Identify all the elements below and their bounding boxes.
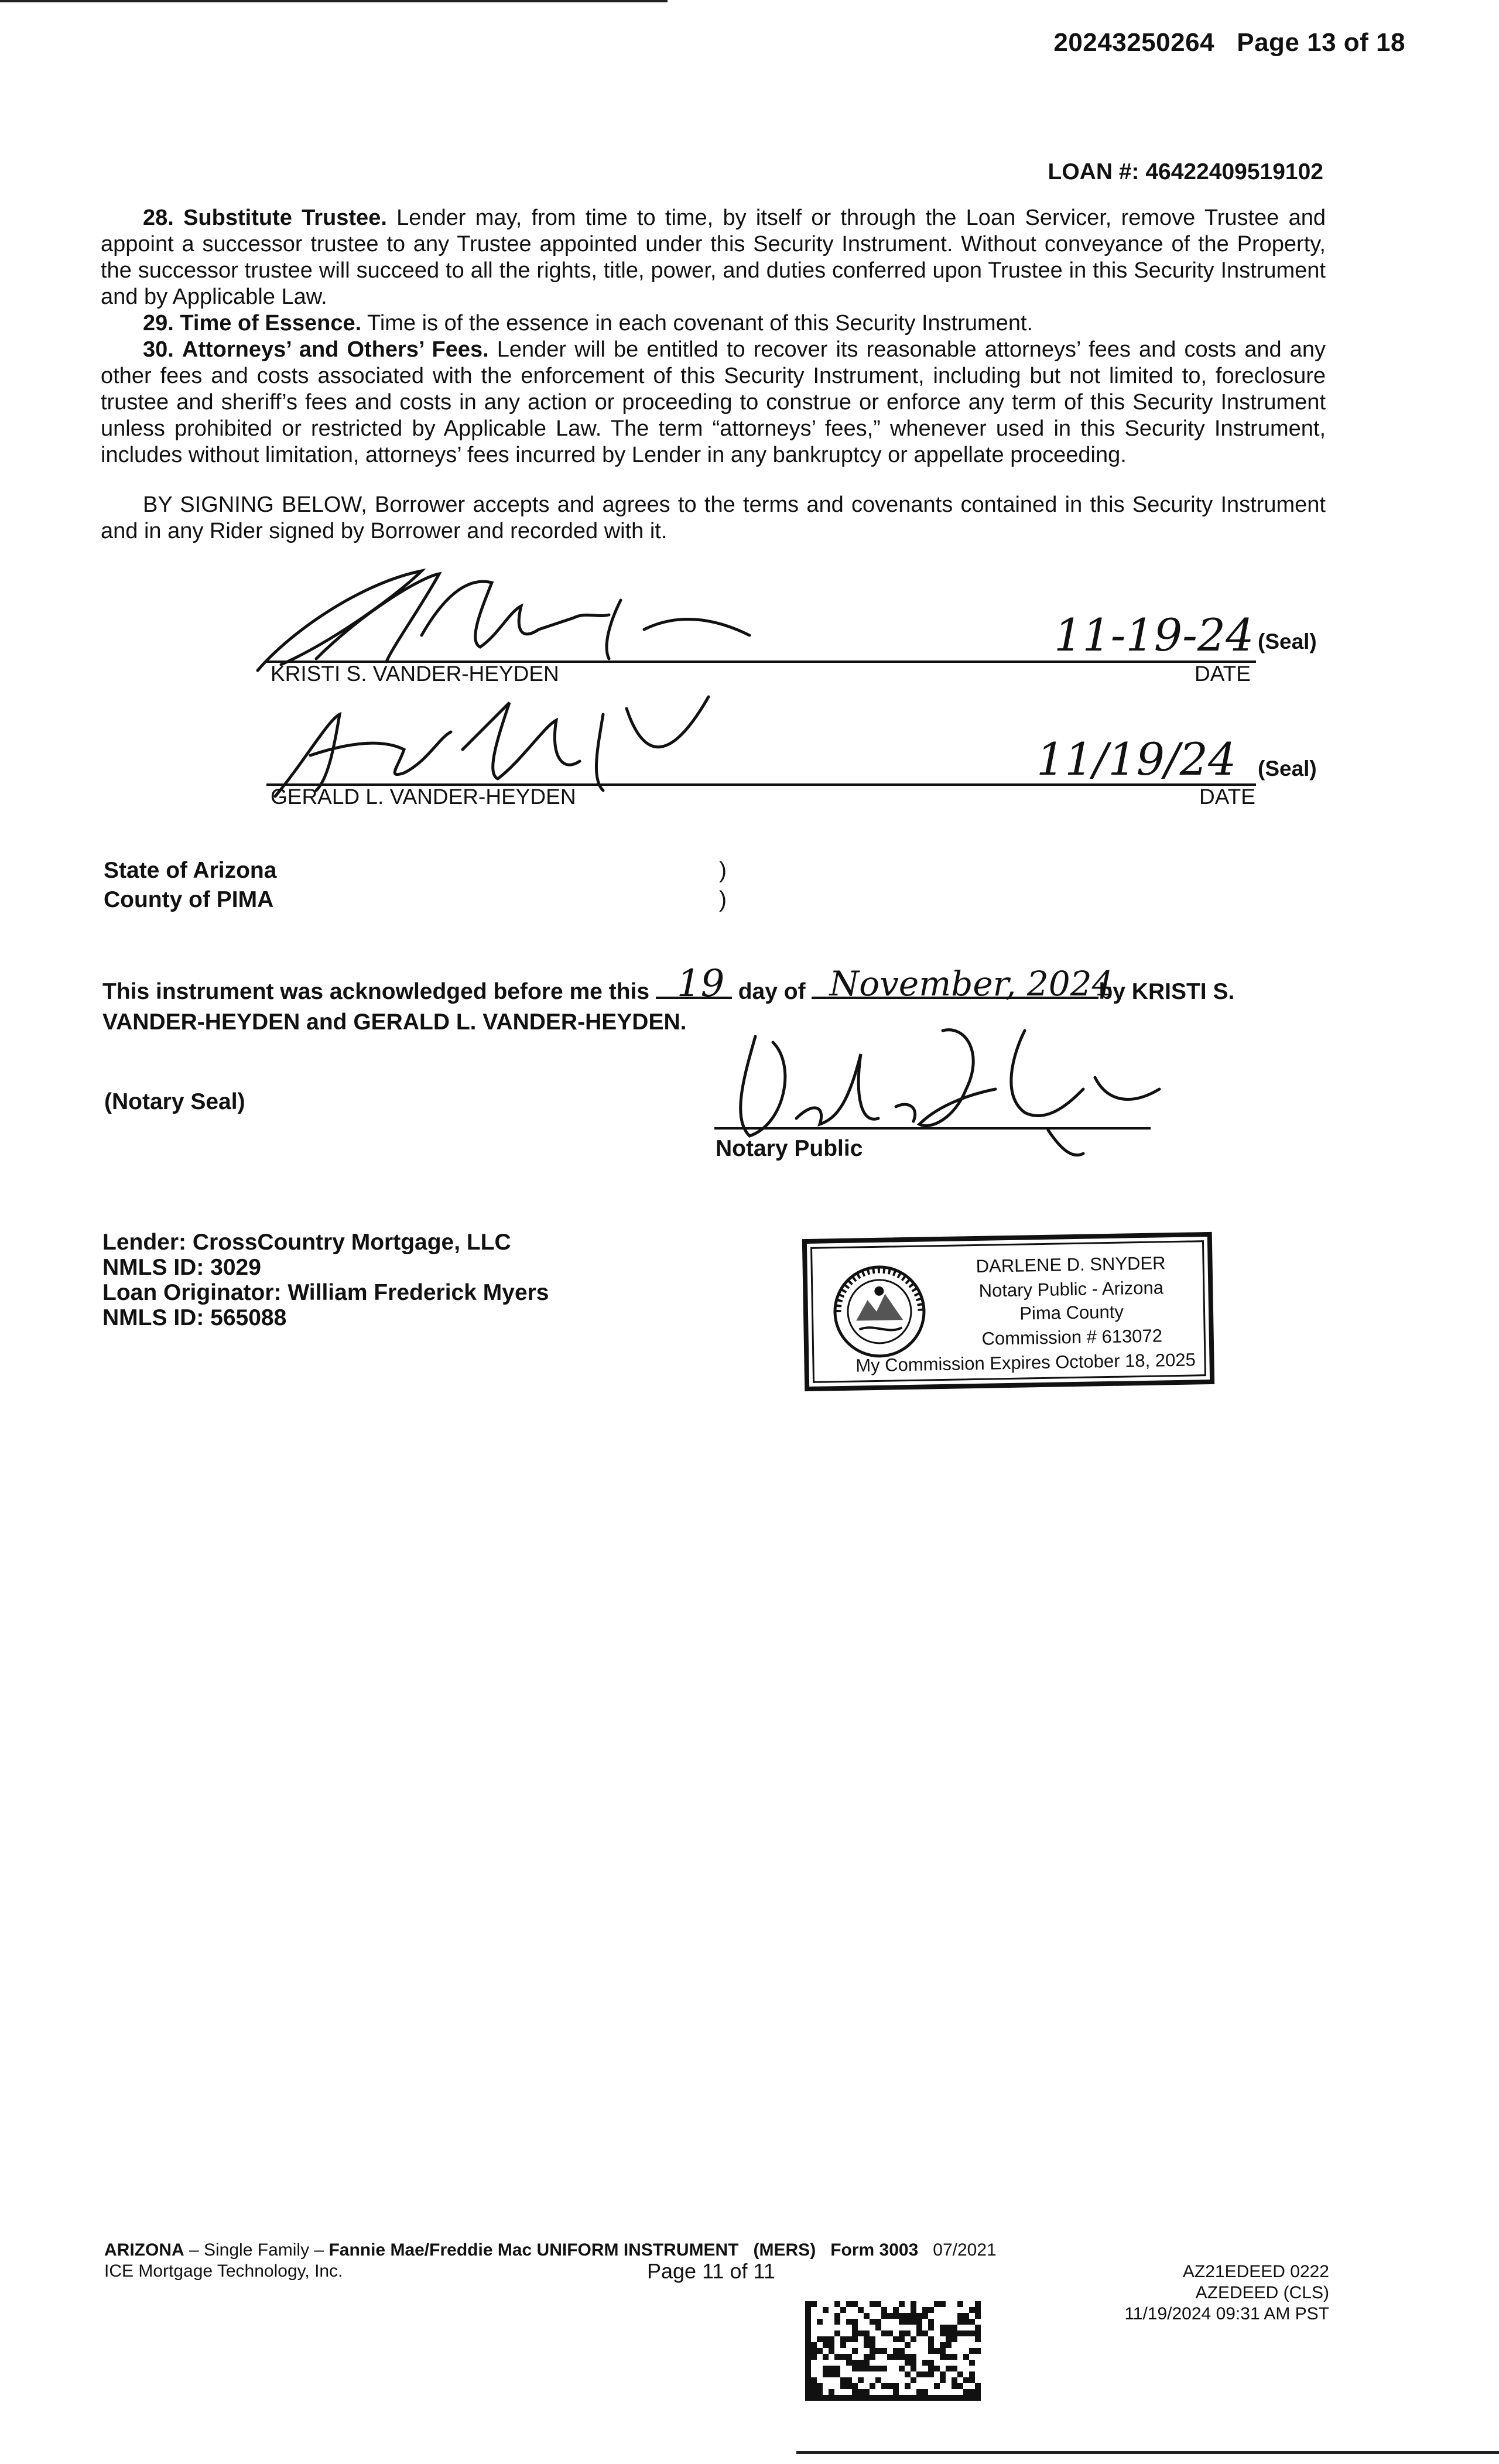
- clause-heading: Attorneys’ and Others’ Fees.: [182, 337, 489, 362]
- stamp-title: Notary Public - Arizona: [978, 1277, 1164, 1301]
- form-mers: (MERS): [753, 2240, 816, 2260]
- originator-nmls: NMLS ID: 565088: [102, 1305, 287, 1330]
- venue-state: State of Arizona: [104, 858, 277, 883]
- ack-month-handwritten: November, 2024: [829, 964, 1114, 1004]
- recording-header: [1053, 28, 1405, 57]
- clause-number: 30.: [143, 337, 174, 362]
- borrower-name-1: KRISTI S. VANDER-HEYDEN: [271, 662, 559, 686]
- print-timestamp: 11/19/2024 09:31 AM PST: [1124, 2304, 1329, 2323]
- ack-month-blank: [812, 964, 1114, 1004]
- notary-signature-line: [714, 1127, 1151, 1130]
- date-label-2: DATE: [1199, 785, 1255, 809]
- top-rule: [0, 0, 668, 2]
- document-number: 20243250264: [1053, 28, 1215, 57]
- seal-label-2: (Seal): [1258, 757, 1317, 781]
- signing-text: BY SIGNING BELOW, Borrower accepts and agrees to the terms and covenants contained in this Security Instrument and in any Rider signed by Borrower and recorded with it.: [101, 492, 1326, 543]
- stamp-county: Pima County: [1019, 1301, 1124, 1324]
- bottom-rule: [796, 2451, 1499, 2454]
- clause-28: [101, 205, 1326, 310]
- form-state: ARIZONA: [104, 2240, 184, 2260]
- ack-day-blank: [656, 962, 732, 1005]
- venue-paren: ): [719, 858, 727, 883]
- form-number: Form 3003: [830, 2240, 919, 2260]
- form-footer: [104, 2240, 997, 2282]
- signature-kristi-vander-heyden: [246, 559, 773, 676]
- seal-label-1: (Seal): [1258, 629, 1317, 653]
- lender-name: Lender: CrossCountry Mortgage, LLC: [102, 1230, 511, 1255]
- notary-public-label: Notary Public: [716, 1136, 863, 1161]
- ack-prefix: This instrument was acknowledged before me this: [102, 979, 650, 1004]
- clause-text: Lender may, from time to time, by itself or through the Loan Servicer, remove Trustee and appoint a successor trustee to any Trustee appointed under this Security Instrument. Without conveyance of the Property, the successor trustee will succeed to all the rights, title, power, and duties conferred upon Trustee in this Security Instrument and by Applicable Law.: [101, 206, 1326, 309]
- ack-by: by KRISTI S.: [1098, 979, 1235, 1004]
- borrower-name-2: GERALD L. VANDER-HEYDEN: [271, 785, 576, 809]
- loan-originator: Loan Originator: William Frederick Myers: [102, 1280, 549, 1305]
- form-desc: – Single Family –: [184, 2240, 329, 2260]
- stamp-expiration: My Commission Expires October 18, 2025: [855, 1349, 1196, 1376]
- signing-statement: [101, 492, 1326, 545]
- notary-seal-label: (Notary Seal): [104, 1089, 245, 1114]
- form-date: 07/2021: [933, 2240, 997, 2260]
- handwritten-date-1: 11-19-24: [1054, 609, 1254, 661]
- stamp-notary-name: DARLENE D. SNYDER: [976, 1252, 1166, 1277]
- clause-text: Time is of the essence in each covenant of this Security Instrument.: [361, 311, 1033, 336]
- date-label-1: DATE: [1195, 662, 1251, 686]
- page-counter: Page 13 of 18: [1237, 28, 1405, 57]
- stamp-commission: Commission # 613072: [981, 1325, 1163, 1349]
- clause-29: [101, 310, 1326, 337]
- handwritten-date-2: 11/19/24: [1036, 733, 1237, 785]
- clause-text: Lender will be entitled to recover its reasonable attorneys’ fees and costs and any other fees and costs associated with the enforcement of this Security Instrument, including but not limited to, foreclosure trustee and sheriff’s fees and costs in any action or proceeding to construe or enforce any term of this Security Instrument unless prohibited or restricted by Applicable Law. The term “attorneys’ fees,” whenever used in this Security Instrument, includes without limitation, attorneys’ fees incurred by Lender in any bankruptcy or appellate proceeding.: [101, 337, 1326, 467]
- venue-county: County of PIMA: [104, 887, 274, 912]
- form-codes: [1124, 2261, 1329, 2325]
- form-code-2: AZEDEED (CLS): [1195, 2283, 1329, 2302]
- arizona-state-seal-icon: [832, 1264, 928, 1359]
- ack-day-of: day of: [738, 979, 806, 1004]
- company: ICE Mortgage Technology, Inc.: [104, 2261, 343, 2281]
- form-code-1: AZ21EDEED 0222: [1182, 2262, 1329, 2281]
- form-page-number: Page 11 of 11: [647, 2259, 775, 2283]
- ack-second-line: VANDER-HEYDEN and GERALD L. VANDER-HEYDEN.: [102, 1009, 687, 1035]
- 2d-barcode-icon: [805, 2301, 981, 2401]
- clause-heading: Substitute Trustee.: [183, 206, 387, 230]
- ack-day-handwritten: 19: [676, 962, 725, 1005]
- clause-heading: Time of Essence.: [180, 311, 362, 336]
- clause-number: 28.: [143, 206, 174, 230]
- form-title: Fannie Mae/Freddie Mac UNIFORM INSTRUMENT: [328, 2240, 739, 2260]
- notary-stamp: [802, 1232, 1214, 1391]
- clause-number: 29.: [143, 311, 174, 336]
- clause-30: [101, 337, 1326, 468]
- loan-number: LOAN #: 46422409519102: [1048, 159, 1323, 184]
- venue-paren: ): [719, 887, 727, 912]
- lender-nmls: NMLS ID: 3029: [102, 1255, 261, 1280]
